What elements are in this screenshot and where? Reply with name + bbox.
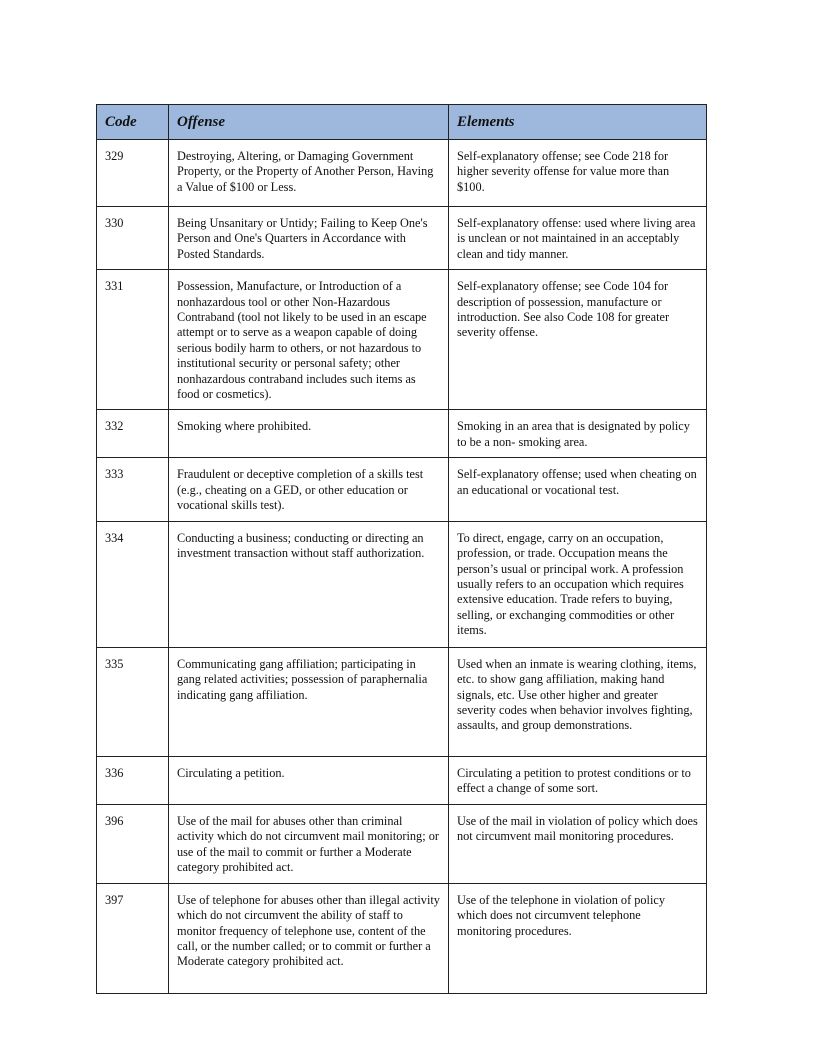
table-row <box>97 521 707 647</box>
code-cell: 397 <box>97 883 169 993</box>
table-header-row <box>97 105 707 140</box>
offense-cell: Circulating a petition. <box>169 756 449 804</box>
elements-cell: Use of the mail in violation of policy which does not circumvent mail monitoring procedures. <box>449 804 707 883</box>
table-row <box>97 410 707 458</box>
table-row <box>97 458 707 521</box>
offense-cell: Conducting a business; conducting or directing an investment transaction without staff authorization. <box>169 521 449 647</box>
table-row <box>97 207 707 270</box>
elements-cell: Self-explanatory offense; see Code 218 for higher severity offense for value more than $100. <box>449 140 707 207</box>
code-cell: 333 <box>97 458 169 521</box>
table-row <box>97 883 707 993</box>
offense-cell: Use of the mail for abuses other than criminal activity which do not circumvent mail monitoring; or use of the mail to commit or further a Moderate category prohibited act. <box>169 804 449 883</box>
elements-cell: Used when an inmate is wearing clothing, items, etc. to show gang affiliation, making hand signals, etc. Use other higher and greater severity codes when behavior involves fighting, assaults, and group demonstrations. <box>449 647 707 756</box>
code-cell: 332 <box>97 410 169 458</box>
offense-cell: Smoking where prohibited. <box>169 410 449 458</box>
offense-cell: Fraudulent or deceptive completion of a skills test (e.g., cheating on a GED, or other education or vocational skills test). <box>169 458 449 521</box>
code-cell: 336 <box>97 756 169 804</box>
code-cell: 335 <box>97 647 169 756</box>
table-row <box>97 270 707 410</box>
offense-cell: Possession, Manufacture, or Introduction of a nonhazardous tool or other Non-Hazardous Contraband (tool not likely to be used in an escape attempt or to serve as a weapon capable of doing serious bodily harm to others, or not hazardous to institutional security or personal safety; other nonhazardous contraband includes such items as food or cosmetics). <box>169 270 449 410</box>
elements-cell: Self-explanatory offense; used when cheating on an educational or vocational test. <box>449 458 707 521</box>
table-row <box>97 804 707 883</box>
elements-cell: Smoking in an area that is designated by policy to be a non- smoking area. <box>449 410 707 458</box>
offense-cell: Use of telephone for abuses other than illegal activity which do not circumvent the ability of staff to monitor frequency of telephone use, content of the call, or the number called; or to commit or further a Moderate category prohibited act. <box>169 883 449 993</box>
elements-cell: Self-explanatory offense; see Code 104 for description of possession, manufacture or introduction. See also Code 108 for greater severity offense. <box>449 270 707 410</box>
code-cell: 334 <box>97 521 169 647</box>
elements-cell: To direct, engage, carry on an occupation, profession, or trade. Occupation means the person’s usual or principal work. A profession usually refers to an occupation which requires extensive education. Trade refers to buying, selling, or exchanging commodities or other items. <box>449 521 707 647</box>
offense-cell: Communicating gang affiliation; participating in gang related activities; possession of paraphernalia indicating gang affiliation. <box>169 647 449 756</box>
code-cell: 330 <box>97 207 169 270</box>
table-row <box>97 756 707 804</box>
column-header-offense: Offense <box>169 105 449 140</box>
prohibited-acts-table <box>96 104 707 994</box>
column-header-elements: Elements <box>449 105 707 140</box>
elements-cell: Circulating a petition to protest conditions or to effect a change of some sort. <box>449 756 707 804</box>
table-row <box>97 647 707 756</box>
elements-cell: Use of the telephone in violation of policy which does not circumvent telephone monitoring procedures. <box>449 883 707 993</box>
offense-cell: Destroying, Altering, or Damaging Government Property, or the Property of Another Person, Having a Value of $100 or Less. <box>169 140 449 207</box>
column-header-code: Code <box>97 105 169 140</box>
offense-cell: Being Unsanitary or Untidy; Failing to Keep One's Person and One's Quarters in Accordance with Posted Standards. <box>169 207 449 270</box>
code-cell: 396 <box>97 804 169 883</box>
code-cell: 329 <box>97 140 169 207</box>
code-cell: 331 <box>97 270 169 410</box>
table-row <box>97 140 707 207</box>
elements-cell: Self-explanatory offense: used where living area is unclean or not maintained in an acceptably clean and tidy manner. <box>449 207 707 270</box>
